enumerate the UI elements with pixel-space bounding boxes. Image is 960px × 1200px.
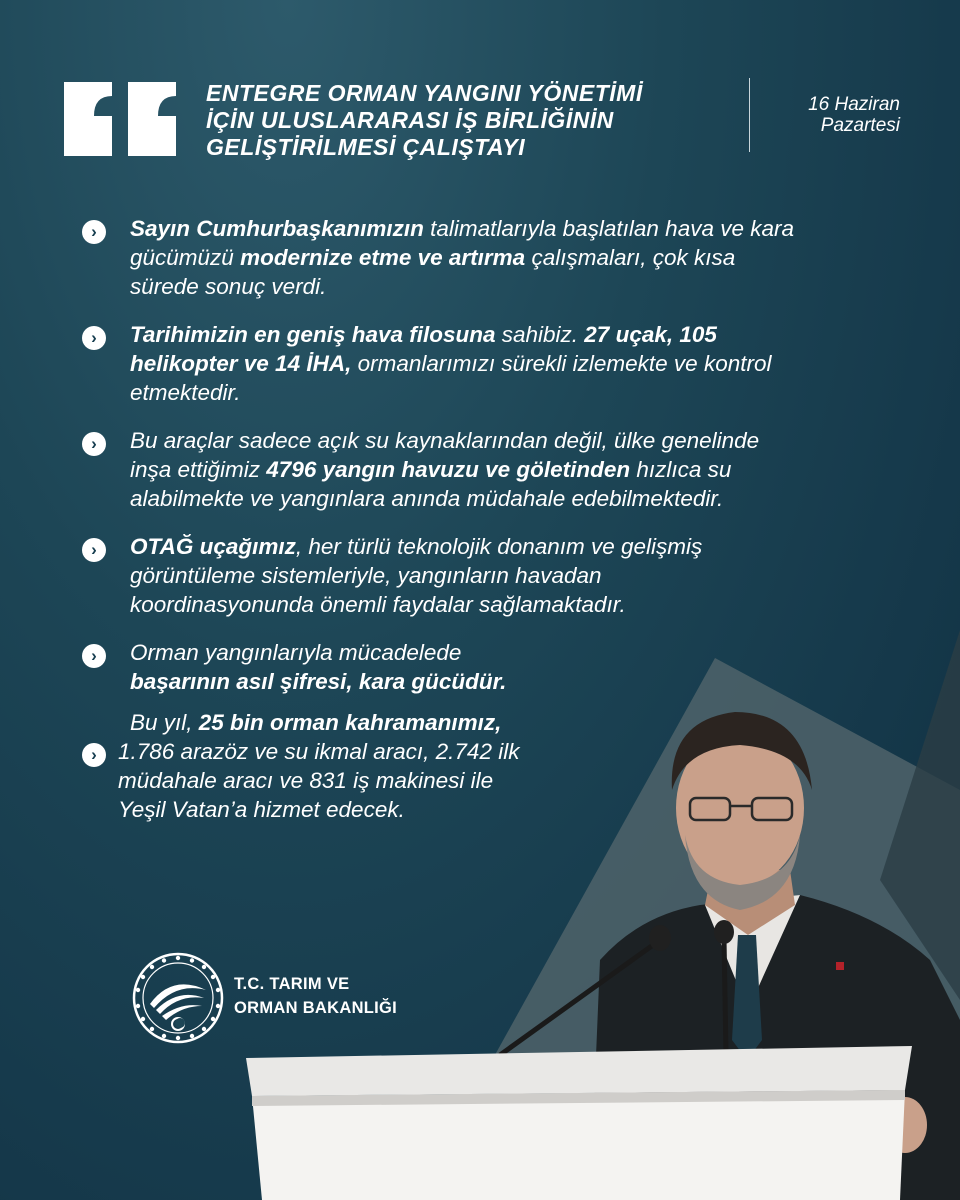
text-line [130, 455, 930, 484]
event-date [760, 94, 900, 136]
text-line [118, 795, 930, 824]
bullet-item [91, 320, 930, 407]
body-text: alabilmekte ve yangınlara anında müdahale edebilmektedir. [130, 486, 724, 511]
body-text: çalışmaları, çok kısa [525, 245, 736, 270]
bullet-list [91, 214, 930, 843]
bullet-item [91, 214, 930, 301]
page-title [206, 80, 746, 161]
emphasis-text: Tarihimizin en geniş hava filosuna [130, 322, 496, 347]
quote-mark-icon [62, 80, 180, 158]
emphasis-text: Sayın Cumhurbaşkanımızın [130, 216, 424, 241]
body-text: etmektedir. [130, 380, 241, 405]
text-line [130, 426, 930, 455]
text-line [130, 349, 930, 378]
text-line [130, 320, 930, 349]
text-line [130, 532, 930, 561]
ministry-emblem-icon [132, 952, 224, 1044]
body-text: koordinasyonunda önemli faydalar sağlamaktadır. [130, 592, 626, 617]
chevron-right-icon: › [82, 220, 106, 244]
ministry-name [234, 972, 397, 1020]
chevron-right-icon: › [82, 644, 106, 668]
body-text: sürede sonuç verdi. [130, 274, 327, 299]
ministry-line-2: ORMAN BAKANLIĞI [234, 999, 398, 1017]
title-line-3: GELİŞTİRİLMESİ ÇALIŞTAYI [206, 134, 526, 160]
emphasis-text: 25 bin orman kahramanımız, [198, 710, 502, 735]
body-text: hızlıca su [630, 457, 732, 482]
text-line [130, 484, 930, 513]
bullet-item [91, 532, 930, 619]
body-text: Bu yıl, [130, 710, 199, 735]
emphasis-text: 4796 yangın havuzu ve göletinden [266, 457, 631, 482]
emphasis-text: modernize etme ve artırma [240, 245, 526, 270]
text-line [118, 737, 930, 766]
text-line [130, 272, 930, 301]
body-text: Bu araçlar sadece açık su kaynaklarından değil, ülke genelinde [130, 428, 760, 453]
text-line [130, 243, 930, 272]
text-line [130, 590, 930, 619]
chevron-right-icon: › [82, 538, 106, 562]
text-line [130, 214, 930, 243]
body-text: inşa ettiğimiz [130, 457, 267, 482]
bullet-item [91, 426, 930, 513]
body-text: müdahale aracı ve 831 iş makinesi ile [118, 768, 494, 793]
body-text: talimatlarıyla başlatılan hava ve kara [423, 216, 795, 241]
body-text: , her türlü teknolojik donanım ve gelişmiş [295, 534, 703, 559]
chevron-right-icon: › [82, 743, 106, 767]
body-text: 1.786 arazöz ve su ikmal aracı, 2.742 ilk [118, 739, 520, 764]
body-text: görüntüleme sistemleriyle, yangınların havadan [130, 563, 602, 588]
ministry-line-1: T.C. TARIM VE [234, 975, 350, 993]
body-text: gücümüzü [130, 245, 241, 270]
title-line-1: ENTEGRE ORMAN YANGINI YÖNETİMİ [206, 80, 643, 106]
text-line [130, 708, 930, 737]
emphasis-text: OTAĞ uçağımız [130, 534, 296, 559]
body-text: Yeşil Vatan’a hizmet edecek. [118, 797, 405, 822]
text-line [130, 667, 930, 696]
emphasis-text: helikopter ve 14 İHA, [130, 351, 352, 376]
bullet-item [91, 638, 930, 696]
header-divider [749, 78, 750, 152]
final-paragraph [91, 708, 930, 824]
chevron-right-icon: › [82, 326, 106, 350]
emphasis-text: 27 uçak, 105 [584, 322, 717, 347]
title-line-2: İÇİN ULUSLARARASI İŞ BİRLİĞİNİN [206, 107, 614, 133]
body-text: Orman yangınlarıyla mücadelede [130, 640, 462, 665]
emphasis-text: başarının asıl şifresi, kara gücüdür. [130, 669, 507, 694]
body-text: ormanlarımızı sürekli izlemekte ve kontrol [351, 351, 772, 376]
text-line [130, 378, 930, 407]
body-text: sahibiz. [495, 322, 585, 347]
text-line [130, 638, 930, 667]
text-line [118, 766, 930, 795]
date-day: 16 Haziran [808, 94, 900, 115]
date-weekday: Pazartesi [820, 115, 900, 136]
text-line [130, 561, 930, 590]
chevron-right-icon: › [82, 432, 106, 456]
